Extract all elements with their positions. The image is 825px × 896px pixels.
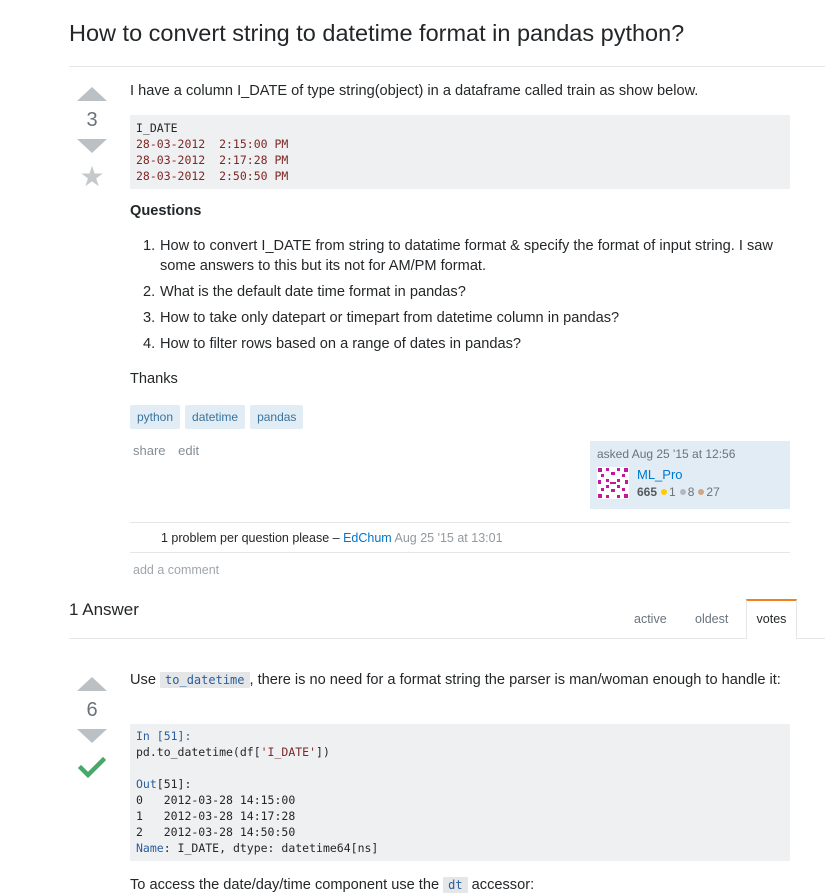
gold-badge-count: 1	[669, 485, 676, 499]
reputation-score: 665	[637, 485, 658, 499]
user-name-link[interactable]: ML_Pro	[637, 467, 683, 482]
answer-code-block: In [51]: pd.to_datetime(df['I_DATE']) Out[51]: 0 2012-03-28 14:15:00 1 2012-03-28 14:17:28 2 2012-03-28 14:50:50 Name: I_DATE, dtype: datetime64[ns]	[130, 724, 790, 861]
question-code-block	[130, 115, 790, 189]
title-divider	[69, 66, 825, 67]
tag-pandas[interactable]: pandas	[250, 405, 303, 429]
comment-text: 1 problem per question please –	[161, 531, 344, 545]
comment-divider	[130, 552, 790, 553]
upvote-arrow-icon[interactable]	[77, 677, 107, 691]
thanks-text: Thanks	[130, 371, 178, 387]
tag-list	[130, 405, 303, 429]
inline-code: to_datetime	[160, 672, 249, 688]
user-reputation	[637, 484, 720, 500]
code-row: 28-03-2012 2:15:00 PM	[136, 137, 289, 151]
gold-badge-icon	[661, 489, 667, 495]
list-item: 2. What is the default date time format in pandas?	[143, 284, 466, 300]
silver-badge-icon	[680, 489, 686, 495]
tab-oldest-sort[interactable]: oldest	[695, 612, 729, 626]
comment-user-link[interactable]: EdChum	[343, 531, 392, 545]
user-card	[590, 441, 790, 509]
silver-badge-count: 8	[687, 485, 695, 499]
tab-active-sort[interactable]: active	[634, 612, 667, 626]
code-row: 2 2012-03-28 14:50:50	[136, 825, 296, 839]
accepted-check-icon	[75, 757, 109, 784]
asked-timestamp: asked Aug 25 '15 at 12:56	[597, 447, 736, 461]
questions-list	[130, 236, 795, 360]
edit-link[interactable]: edit	[178, 443, 200, 458]
post-menu	[133, 443, 208, 458]
inline-code: dt	[443, 877, 467, 893]
code-header: I_DATE	[136, 121, 178, 135]
answer-vote-cell	[75, 677, 109, 784]
list-item: 3. How to take only datepart or timepart from datetime column in pandas?	[143, 310, 620, 326]
answers-count-heading: 1 Answer	[69, 600, 139, 619]
list-item: 1. How to convert I_DATE from string to datatime format & specify the format of input string. I saw some answers to this but its not for AM/PM format.	[143, 238, 773, 274]
question-vote-count: 3	[86, 109, 98, 131]
code-row: 0 2012-03-28 14:15:00	[136, 793, 296, 807]
tag-python[interactable]: python	[130, 405, 180, 429]
list-item: 4. How to filter rows based on a range of dates in pandas?	[143, 336, 522, 352]
answers-divider	[69, 638, 825, 639]
add-comment-link[interactable]: add a comment	[133, 563, 220, 577]
share-link[interactable]: share	[133, 443, 166, 458]
comment	[161, 530, 503, 546]
answer-intro: Use to_datetime , there is no need for a format string the parser is man/woman enough to handle it:	[130, 672, 781, 688]
comment-date[interactable]: Aug 25 '15 at 13:01	[394, 531, 503, 545]
tab-votes-sort[interactable]: votes	[746, 599, 797, 639]
comment-divider	[130, 522, 790, 523]
user-avatar-icon[interactable]	[597, 467, 629, 499]
bronze-badge-count: 27	[706, 485, 720, 499]
question-intro: I have a column I_DATE of type string(object) in a dataframe called train as show below.	[130, 83, 699, 99]
code-row: 28-03-2012 2:17:28 PM	[136, 153, 289, 167]
answer-access-text: To access the date/day/time component use the dt accessor:	[130, 877, 535, 893]
bronze-badge-icon	[698, 489, 704, 495]
tag-datetime[interactable]: datetime	[185, 405, 245, 429]
question-title[interactable]: How to convert string to datetime format in pandas python?	[69, 20, 685, 46]
downvote-arrow-icon[interactable]	[77, 729, 107, 743]
upvote-arrow-icon[interactable]	[77, 87, 107, 101]
answer-vote-count: 6	[86, 699, 98, 721]
code-row: 1 2012-03-28 14:17:28	[136, 809, 296, 823]
favorite-star-icon[interactable]: ★	[79, 161, 105, 192]
question-vote-cell	[75, 87, 109, 191]
downvote-arrow-icon[interactable]	[77, 139, 107, 153]
code-row: 28-03-2012 2:50:50 PM	[136, 169, 289, 183]
code-in-label: In [51]:	[136, 729, 192, 743]
questions-heading: Questions	[130, 203, 202, 219]
